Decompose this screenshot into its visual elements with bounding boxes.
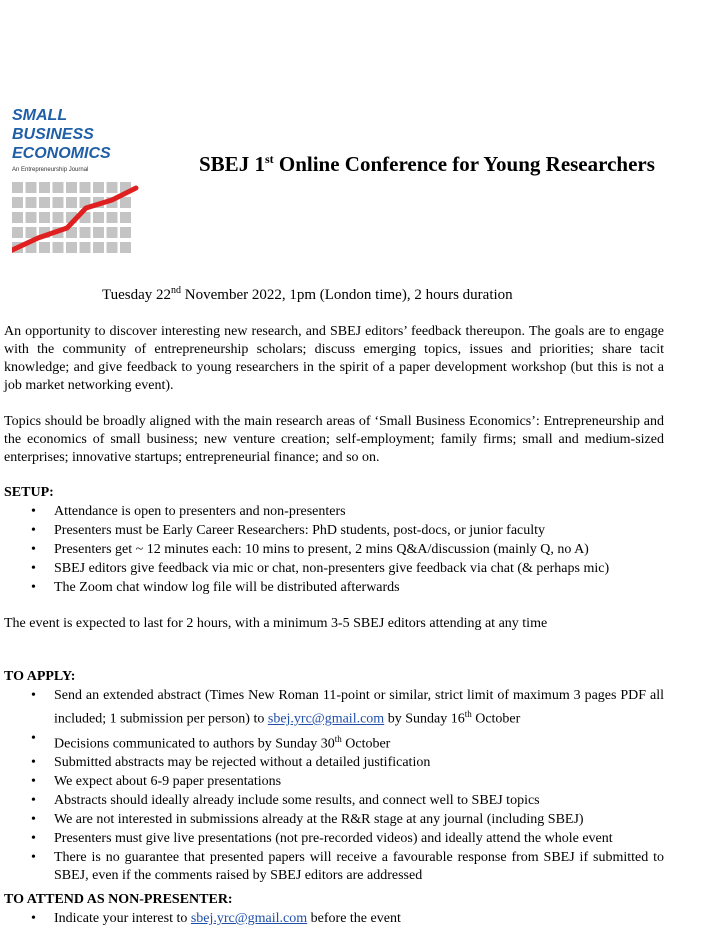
logo-subtitle: An Entrepreneurship Journal [12, 167, 89, 173]
logo-chart-graphic [12, 182, 142, 262]
attend-email-link[interactable]: sbej.yrc@gmail.com [190, 911, 308, 926]
list-item: • SBEJ editors give feedback via mic or chat, non-presenters give feedback via chat (& perhaps mic) [4, 560, 664, 578]
list-item: • The Zoom chat window log file will be distributed afterwards [4, 579, 664, 597]
setup-heading: SETUP: [4, 485, 54, 500]
list-item: • Indicate your interest to sbej.yrc@gmail.com before the event [4, 910, 664, 928]
list-item: • Presenters must give live presentations (not pre-recorded videos) and ideally attend the whole event [4, 830, 664, 848]
list-item: • Abstracts should ideally already include some results, and connect well to SBEJ topics [4, 792, 664, 810]
journal-logo [12, 106, 142, 262]
list-item: • Submitted abstracts may be rejected without a detailed justification [4, 754, 664, 772]
logo-line-3: ECONOMICS [12, 145, 111, 162]
list-item: • Attendance is open to presenters and non-presenters [4, 503, 664, 521]
duration-note: The event is expected to last for 2 hours, with a minimum 3-5 SBEJ editors attending at any time [4, 616, 548, 631]
logo-line-2: BUSINESS [12, 126, 94, 143]
list-item: • There is no guarantee that presented papers will receive a favourable response from SBEJ if submitted to SBEJ, even if the comments raised by SBEJ editors are addressed [4, 849, 664, 885]
list-item: • We are not interested in submissions already at the R&R stage at any journal (including SBEJ) [4, 811, 664, 829]
page-title: SBEJ 1st Online Conference for Young Researchers [199, 152, 655, 176]
list-item: • Presenters get ~ 12 minutes each: 10 mins to present, 2 mins Q&A/discussion (mainly Q, no A) [4, 541, 664, 559]
list-item: • Send an extended abstract (Times New Roman 11-point or similar, strict limit of maximum 3 pages PDF all included; 1 submission per person) to sbej.yrc@gmail.com by Sunday 16th October [4, 687, 664, 729]
event-date: Tuesday 22nd November 2022, 1pm (London time), 2 hours duration [102, 285, 513, 303]
apply-list [4, 687, 664, 886]
logo-line-1: SMALL [12, 107, 68, 124]
topics-paragraph: Topics should be broadly aligned with the main research areas of ‘Small Business Economics’: Entrepreneurship and the economics of small business; new venture creation; self-employment; family firms; small and medium-sized enterprises; innovative startups; entrepreneurial finance; and so on. [4, 414, 664, 465]
attend-heading: TO ATTEND AS NON-PRESENTER: [4, 892, 233, 907]
apply-email-link[interactable]: sbej.yrc@gmail.com [267, 711, 385, 727]
setup-list [4, 503, 664, 598]
list-item: • We expect about 6-9 paper presentations [4, 773, 664, 791]
list-item: • Presenters must be Early Career Researchers: PhD students, post-docs, or junior faculty [4, 522, 664, 540]
list-item: • Decisions communicated to authors by Sunday 30th October [4, 730, 664, 754]
apply-heading: TO APPLY: [4, 669, 76, 684]
attend-list [4, 910, 664, 929]
intro-paragraph: An opportunity to discover interesting new research, and SBEJ editors’ feedback thereupon. The goals are to engage with the community of entrepreneurship scholars; discuss emerging topics, issues and priorities; share tacit knowledge; and give feedback to young researchers in the spirit of a paper development workshop (but this is not a job market networking event). [4, 324, 664, 393]
